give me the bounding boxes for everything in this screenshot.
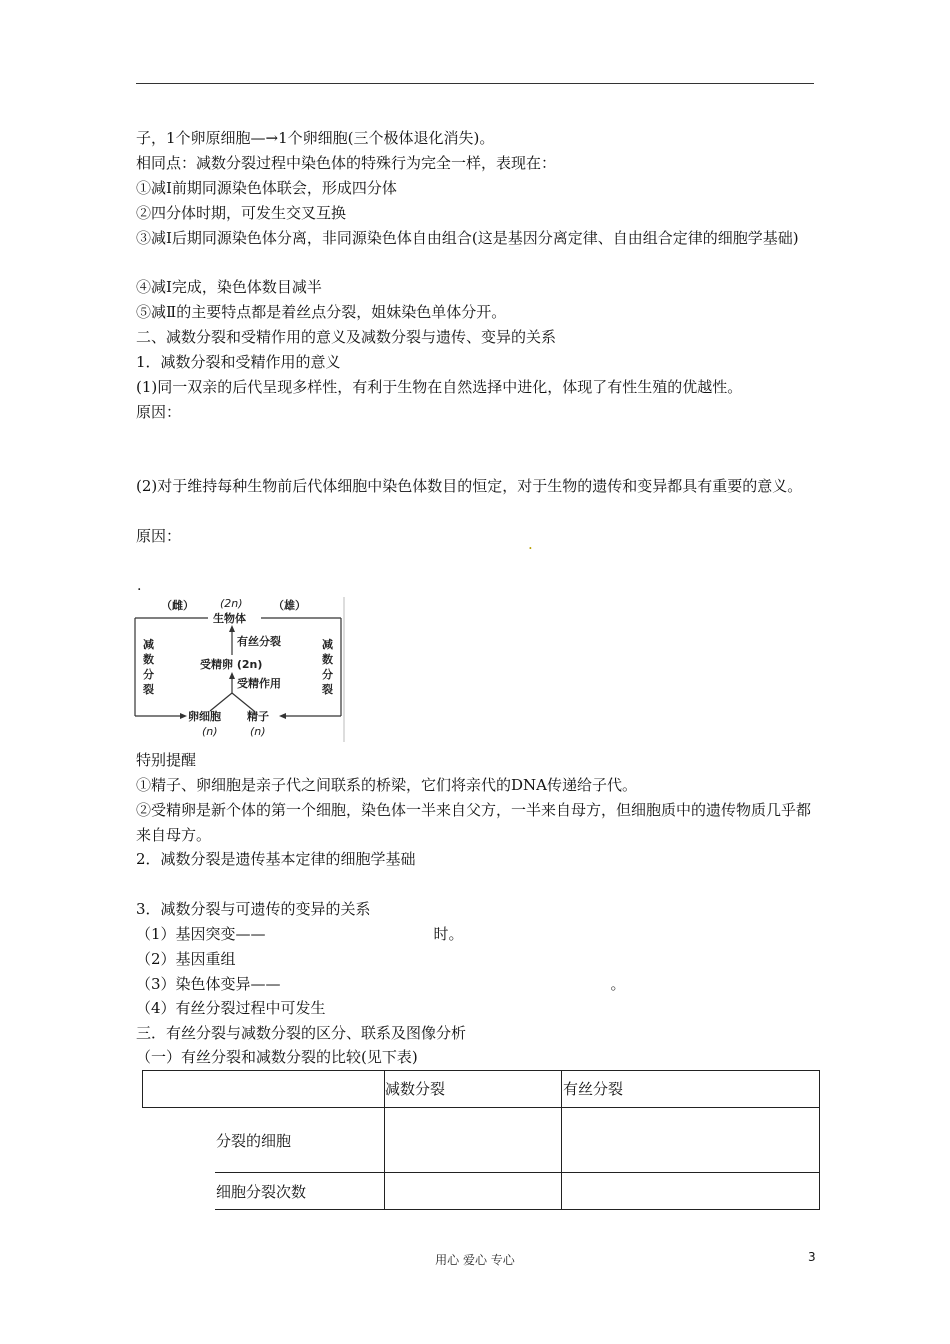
ploidy-label: (2n) bbox=[220, 597, 243, 610]
list-item: ②四分体时期，可发生交叉互换 bbox=[136, 204, 347, 222]
zygote-label: 受精卵 (2n) bbox=[200, 658, 263, 671]
header-rule bbox=[136, 83, 814, 84]
fill-in-prompt: （3）染色体变异—— bbox=[136, 975, 281, 993]
subsection-heading: 3．减数分裂与可遗传的变异的关系 bbox=[136, 900, 371, 918]
fill-in-suffix: 时。 bbox=[433, 925, 464, 943]
meiosis-left-char: 减 bbox=[143, 638, 154, 651]
meiosis-right-char: 分 bbox=[322, 668, 333, 681]
egg-label: 卵细胞 bbox=[188, 710, 221, 723]
text-line: 子，1个卵原细胞—→1个卵细胞(三个极体退化消失)。 bbox=[136, 129, 495, 147]
meiosis-left-char: 数 bbox=[143, 653, 154, 666]
list-item: ⑤减Ⅱ的主要特点都是着丝点分裂，姐妹染色单体分开。 bbox=[136, 303, 507, 321]
meiosis-right-char: 数 bbox=[322, 653, 333, 666]
section-heading: 二、减数分裂和受精作用的意义及减数分裂与遗传、变异的关系 bbox=[136, 328, 557, 346]
table-header-cell: 有丝分裂 bbox=[563, 1080, 624, 1098]
reason-label: 原因： bbox=[136, 403, 182, 421]
table-row-label: 细胞分裂次数 bbox=[216, 1183, 307, 1201]
section-heading: 三．有丝分裂与减数分裂的区分、联系及图像分析 bbox=[136, 1024, 467, 1042]
page-footer: 用心 爱心 专心 bbox=[435, 1253, 515, 1267]
mitosis-label: 有丝分裂 bbox=[237, 635, 281, 648]
table-header-cell: 减数分裂 bbox=[385, 1080, 446, 1098]
meiosis-right-char: 裂 bbox=[322, 683, 333, 696]
reason-label: 原因： bbox=[136, 527, 182, 545]
fill-in-line bbox=[136, 972, 816, 997]
list-item: （4）有丝分裂过程中可发生 bbox=[136, 999, 326, 1017]
meiosis-left-char: 裂 bbox=[143, 683, 154, 696]
sperm-label: 精子 bbox=[247, 710, 269, 723]
organism-label: 生物体 bbox=[213, 612, 246, 625]
fertilization-label: 受精作用 bbox=[237, 677, 281, 690]
dot-mark: . bbox=[137, 578, 142, 594]
list-item: ①减Ⅰ前期同源染色体联会，形成四分体 bbox=[136, 179, 397, 197]
meiosis-left-char: 分 bbox=[143, 668, 154, 681]
list-item: ②受精卵是新个体的第一个细胞，染色体一半来自父方，一半来自母方，但细胞质中的遗传物质几乎都来自母方。 bbox=[136, 801, 812, 844]
list-item: ③减Ⅰ后期同源染色体分离，非同源染色体自由组合(这是基因分离定律、自由组合定律的细胞学基础) bbox=[136, 229, 799, 247]
subsection-heading: 2．减数分裂是遗传基本定律的细胞学基础 bbox=[136, 850, 416, 868]
sperm-ploidy: (n) bbox=[250, 725, 266, 738]
male-label: （雄） bbox=[273, 599, 306, 612]
list-item: ④减Ⅰ完成，染色体数目减半 bbox=[136, 278, 322, 296]
table-row-label: 分裂的细胞 bbox=[216, 1132, 292, 1150]
egg-ploidy: (n) bbox=[202, 725, 218, 738]
list-item: （2）基因重组 bbox=[136, 950, 236, 968]
dot-mark: . bbox=[528, 535, 533, 553]
female-label: （雌） bbox=[161, 599, 194, 612]
reminder-heading: 特别提醒 bbox=[136, 751, 197, 769]
subsection-heading: 1．减数分裂和受精作用的意义 bbox=[136, 353, 341, 371]
table-caption: （一）有丝分裂和减数分裂的比较(见下表) bbox=[136, 1048, 418, 1066]
fill-in-line bbox=[136, 922, 816, 947]
text-line: 相同点：减数分裂过程中染色体的特殊行为完全一样，表现在： bbox=[136, 154, 557, 172]
fill-in-suffix: 。 bbox=[610, 975, 626, 993]
text-line: (2)对于维持每种生物前后代体细胞中染色体数目的恒定，对于生物的遗传和变异都具有重要的意义。 bbox=[136, 477, 803, 495]
list-item: ①精子、卵细胞是亲子代之间联系的桥梁，它们将亲代的DNA传递给子代。 bbox=[136, 776, 637, 794]
meiosis-right-char: 减 bbox=[322, 638, 333, 651]
fill-in-prompt: （1）基因突变—— bbox=[136, 925, 266, 943]
life-cycle-diagram bbox=[133, 597, 347, 742]
table-header-row bbox=[142, 1070, 820, 1108]
text-line: (1)同一双亲的后代呈现多样性，有利于生物在自然选择中进化，体现了有性生殖的优越性。 bbox=[136, 378, 743, 396]
page-number: 3 bbox=[808, 1250, 816, 1264]
